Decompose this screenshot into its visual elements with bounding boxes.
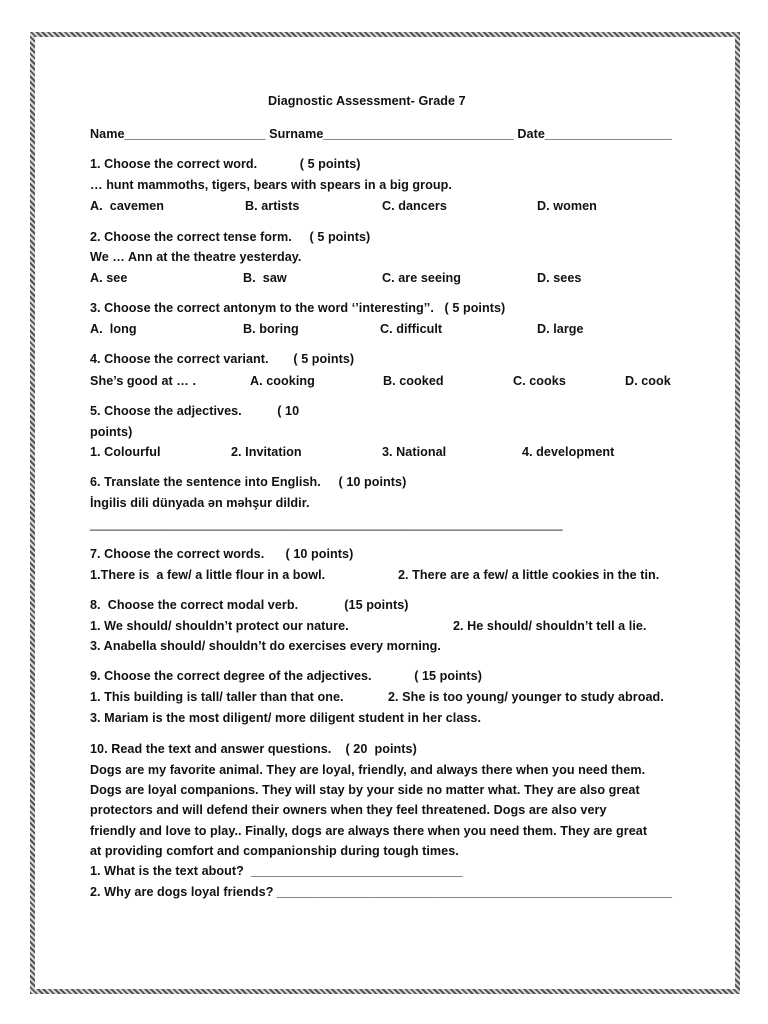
q5-prompt-cont: points) — [90, 425, 133, 439]
q9-item-1: 1. This building is tall/ taller than that one. — [90, 690, 344, 704]
q7-item-2: 2. There are a few/ a little cookies in the tin. — [398, 568, 660, 582]
q8-item-3: 3. Anabella should/ shouldn’t do exercises every morning. — [90, 639, 441, 653]
q8-prompt: 8. Choose the correct modal verb. (15 points) — [90, 598, 409, 612]
student-info-line: Name____________________ Surname___________________________ Date__________________ — [90, 127, 672, 141]
q1-option-d: D. women — [537, 199, 597, 213]
q8-item-2: 2. He should/ shouldn’t tell a lie. — [453, 619, 647, 633]
q10-question-2: 2. Why are dogs loyal friends? ________________________________________________________ — [90, 885, 673, 899]
q4-stem: She’s good at … . — [90, 374, 197, 388]
q5-option-1: 1. Colourful — [90, 445, 161, 459]
q1-prompt: 1. Choose the correct word. ( 5 points) — [90, 157, 361, 171]
q10-text-line: Dogs are my favorite animal. They are loyal, friendly, and always there when you need them. — [90, 763, 646, 777]
q1-sentence: … hunt mammoths, tigers, bears with spears in a big group. — [90, 178, 452, 192]
q1-option-b: B. artists — [245, 199, 300, 213]
q7-item-1: 1.There is a few/ a little flour in a bowl. — [90, 568, 326, 582]
q2-option-d: D. sees — [537, 271, 582, 285]
q4-option-a: A. cooking — [250, 374, 315, 388]
q9-item-2: 2. She is too young/ younger to study abroad. — [388, 690, 664, 704]
q4-option-d: D. cook — [625, 374, 671, 388]
q2-option-a: A. see — [90, 271, 128, 285]
q10-text-line: friendly and love to play.. Finally, dogs are always there when you need them. They are great — [90, 824, 648, 838]
q5-option-2: 2. Invitation — [231, 445, 302, 459]
q4-option-c: C. cooks — [513, 374, 566, 388]
q9-prompt: 9. Choose the correct degree of the adjectives. ( 15 points) — [90, 669, 482, 683]
q10-text-line: at providing comfort and companionship during tough times. — [90, 844, 459, 858]
q8-item-1: 1. We should/ shouldn’t protect our nature. — [90, 619, 349, 633]
q10-text-line: Dogs are loyal companions. They will stay by your side no matter what. They are also great — [90, 783, 640, 797]
q1-option-c: C. dancers — [382, 199, 447, 213]
q5-option-3: 3. National — [382, 445, 447, 459]
q2-option-c: C. are seeing — [382, 271, 462, 285]
q2-sentence: We … Ann at the theatre yesterday. — [90, 250, 302, 264]
q3-option-d: D. large — [537, 322, 584, 336]
q3-option-a: A. long — [90, 322, 137, 336]
q10-prompt: 10. Read the text and answer questions. ( 20 points) — [90, 742, 417, 756]
q4-option-b: B. cooked — [383, 374, 444, 388]
q6-sentence: İngilis dili dünyada ən məhşur dildir. — [90, 496, 310, 510]
q3-option-c: C. difficult — [380, 322, 443, 336]
q10-text-line: protectors and will defend their owners when they feel threatened. Dogs are also very — [90, 803, 607, 817]
q5-prompt: 5. Choose the adjectives. ( 10 — [90, 404, 300, 418]
q5-option-4: 4. development — [522, 445, 615, 459]
q2-option-b: B. saw — [243, 271, 287, 285]
q3-option-b: B. boring — [243, 322, 299, 336]
q3-prompt: 3. Choose the correct antonym to the word ‘’interesting’’. ( 5 points) — [90, 301, 506, 315]
q6-prompt: 6. Translate the sentence into English. ( 10 points) — [90, 475, 407, 489]
q9-item-3: 3. Mariam is the most diligent/ more diligent student in her class. — [90, 711, 482, 725]
q10-question-1: 1. What is the text about? ______________________________ — [90, 864, 463, 878]
q4-prompt: 4. Choose the correct variant. ( 5 points) — [90, 352, 355, 366]
worksheet-title: Diagnostic Assessment- Grade 7 — [268, 94, 466, 108]
q7-prompt: 7. Choose the correct words. ( 10 points) — [90, 547, 354, 561]
q1-option-a: A. cavemen — [90, 199, 165, 213]
q2-prompt: 2. Choose the correct tense form. ( 5 points) — [90, 230, 371, 244]
q6-answer-line: ___________________________________________________________________ — [90, 517, 563, 531]
